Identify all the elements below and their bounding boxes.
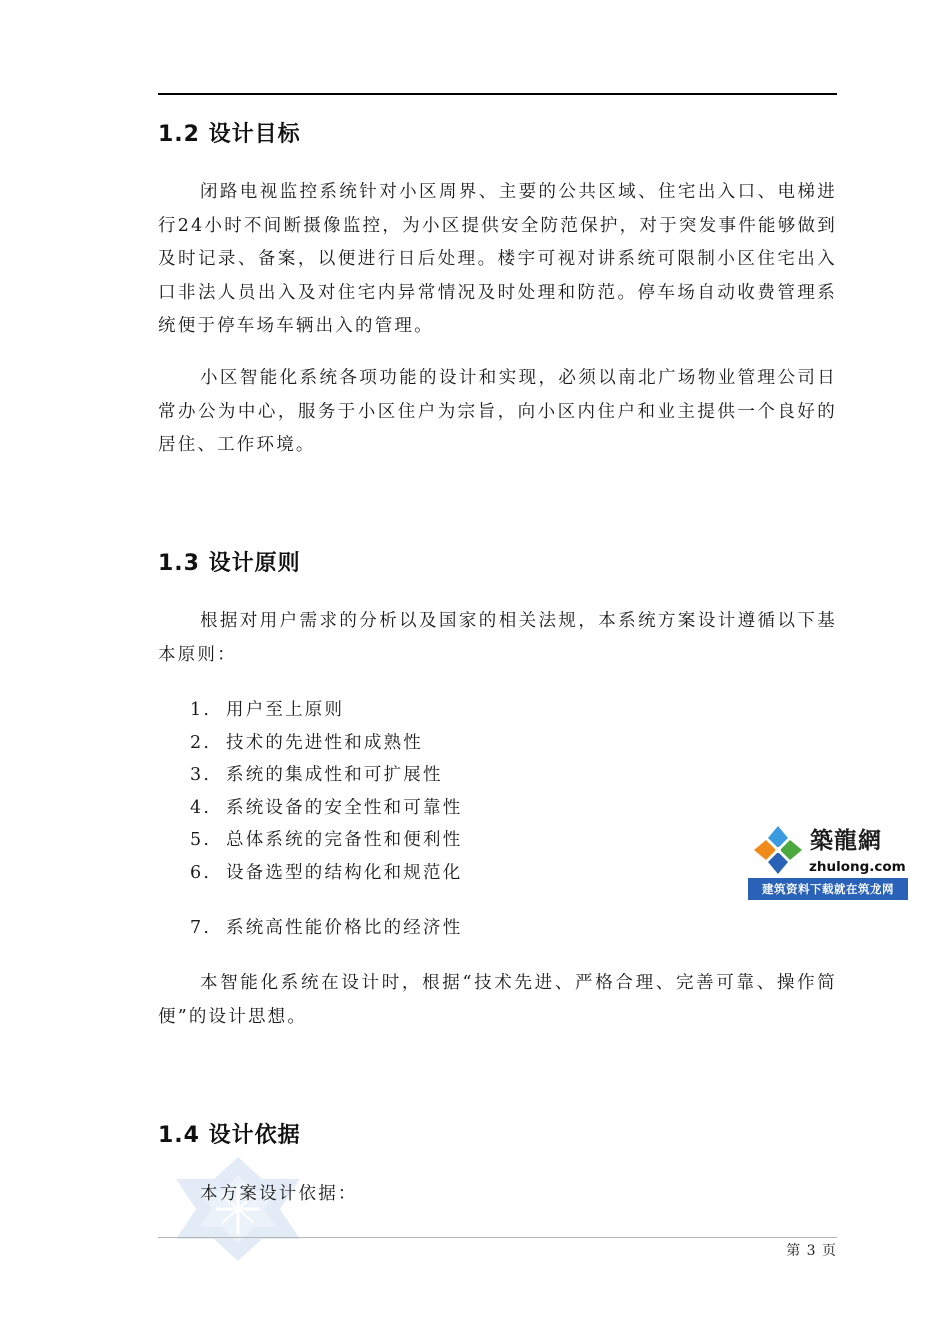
section-heading-1-4: 1.4 设计依据 [158,1123,301,1148]
principles-list [190,694,462,890]
design-philosophy-paragraph: 本智能化系统在设计时，根据“技术先进、严格合理、完善可靠、操作简便”的设计思想。 [158,973,837,1027]
list-item: 2. 技术的先进性和成熟性 [190,732,423,753]
footer-rule [158,1237,837,1238]
zhulong-logo[interactable] [748,822,908,900]
basis-intro: 本方案设计依据： [200,1184,358,1204]
list-item: 4. 系统设备的安全性和可靠性 [190,797,463,818]
principles-intro: 根据对用户需求的分析以及国家的相关法规，本系统方案设计遵循以下基本原则： [158,611,837,665]
section-heading-1-3: 1.3 设计原则 [158,551,301,576]
logo-banner: 建筑资料下载就在筑龙网 [748,878,908,900]
logo-domain: zhulong.com [809,859,906,875]
list-item: 3. 系统的集成性和可扩展性 [190,765,443,786]
logo-title: 築龍網 [810,828,882,854]
page-number: 第 3 页 [786,1243,837,1259]
principles-list-continued [190,912,462,945]
list-item: 7. 系统高性能价格比的经济性 [190,918,463,938]
goal-paragraph-1: 闭路电视监控系统针对小区周界、主要的公共区域、住宅出入口、电梯进行24小时不间断摄像监控，为小区提供安全防范保护，对于突发事件能够做到及时记录、备案，以便进行日后处理。楼宇可视对讲系统可限制小区住宅出入口非法人员出入及对住宅内异常情况及时处理和防范。停车场自动收费管理系统便于停车场车辆出入的管理。 [158,182,837,336]
list-item: 5. 总体系统的完备性和便利性 [190,830,463,851]
section-heading-1-2: 1.2 设计目标 [158,122,301,147]
list-item: 6. 设备选型的结构化和规范化 [190,862,463,883]
list-item: 1. 用户至上原则 [190,700,345,720]
zhulong-mark-icon [750,824,806,876]
header-rule [158,93,837,95]
goal-paragraph-2: 小区智能化系统各项功能的设计和实现，必须以南北广场物业管理公司日常办公为中心，服务于小区住户为宗旨，向小区内住户和业主提供一个良好的居住、工作环境。 [158,368,837,455]
